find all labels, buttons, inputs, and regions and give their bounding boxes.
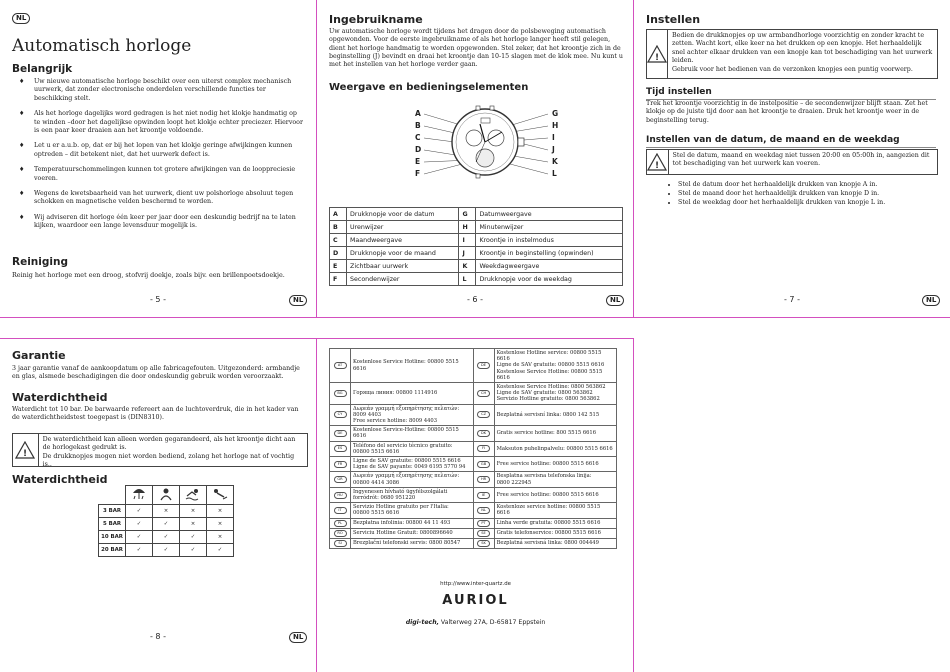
country-code-icon	[330, 404, 351, 426]
table-row	[99, 544, 234, 557]
brand-logo: AURIOL	[442, 593, 509, 608]
part-label: Drukknopje voor de weekdag	[476, 273, 623, 286]
check-icon: ✓	[126, 531, 153, 544]
hotline-text: Bezplatná servisná linka: 0800 004449	[494, 538, 616, 548]
address-brand: digi-tech,	[405, 619, 439, 626]
table-row	[330, 221, 623, 234]
check-icon: ✓	[126, 544, 153, 557]
language-badge: NL	[12, 13, 30, 24]
hotline-text: Gratis service hotline: 800 5515 6616	[494, 426, 616, 441]
part-key: F	[330, 273, 347, 286]
label-a: A	[415, 109, 421, 118]
heading-waterdicht: Waterdichtheid	[12, 391, 108, 404]
country-code-icon	[330, 528, 351, 538]
part-label: Urenwijzer	[347, 221, 459, 234]
check-icon: ✓	[126, 518, 153, 531]
warning-text: Bedien de drukknopjes op uw armbandhorloge voorzichtig en zonder kracht te zetten. Wacht kort, elke keer na het drukken op een knopje. Het herhaaldelijk snel achter elkaar drukken van een knopje kan tot beschadiging van het uurwerk leiden. Gebruik voor het bedienen van de verzonken knopjes een puntig voorwerp.	[672, 32, 933, 73]
step-item: • Stel de maand door het herhaaldelijk drukken van knopje D in.	[678, 189, 950, 198]
label-f: F	[415, 169, 421, 178]
part-key: C	[330, 234, 347, 247]
part-label: Secondenwijzer	[347, 273, 459, 286]
table-row	[330, 247, 623, 260]
bullet-item: ♦ Wegens de kwetsbaarheid van het uurwerk, dient uw polshorloge absoluut tegen schokken en magnetische velden beschermd te worden.	[0, 190, 305, 207]
address-line	[317, 619, 634, 626]
country-code: HU	[334, 492, 347, 499]
country-code-icon	[330, 383, 351, 405]
part-key: J	[459, 247, 476, 260]
part-key: E	[330, 260, 347, 273]
datum-warning-box	[646, 149, 938, 175]
part-key: D	[330, 247, 347, 260]
table-row	[330, 234, 623, 247]
garantie-text: 3 jaar garantie vanaf de aankoopdatum op alle fabricagefouten. Uitgezonderd: armbandje en glas, alsmede beschadigingen die door ondeskundig gebruik worden veroorzaakt.	[12, 365, 300, 381]
label-d: D	[415, 145, 422, 154]
part-label: Maandweergave	[347, 234, 459, 247]
hotline-text: Kostenlose Service Hotline: 00800 5515 6616	[351, 349, 474, 383]
parts-table	[329, 207, 623, 286]
table-row	[330, 472, 617, 487]
hotline-text: Kostenlose Hotline service: 00800 5515 6616 Ligne de SAV gratuite: 00800 5515 6616 Kostenlose Service Hotline: 00800 5515 6616	[494, 349, 616, 383]
warning-icon	[647, 30, 668, 78]
part-label: Datumweergave	[476, 208, 623, 221]
page-number: - 7 -	[784, 295, 800, 304]
part-label: Zichtbaar uurwerk	[347, 260, 459, 273]
table-row	[330, 383, 617, 405]
country-code: CZ	[477, 411, 490, 418]
water-resistance-table	[98, 485, 234, 557]
country-code: DK	[477, 430, 490, 437]
country-code-icon	[473, 538, 494, 548]
hotline-text: Δωρεάν γραμμή εξυπηρέτησης πελατών: 00800 4414 3086	[351, 472, 474, 487]
address-text: Valterweg 27A, D-65817 Eppstein	[440, 619, 546, 626]
country-code: BG	[334, 390, 347, 397]
heading-garantie: Garantie	[12, 349, 66, 362]
language-badge: NL	[606, 295, 624, 306]
table-row	[99, 505, 234, 518]
hotline-text: Kostenlose Service Hotline: 0800 563862 Ligne de SAV gratuite: 0800 563862 Servizio Hotline gratuito: 0800 563862	[494, 383, 616, 405]
country-code-icon	[330, 441, 351, 456]
belangrijk-list	[0, 78, 305, 238]
section-subtitle: Weergave en bedieningselementen	[329, 82, 529, 93]
page-7	[634, 0, 950, 318]
bar-label: 20 BAR	[99, 544, 126, 557]
watch-diagram	[412, 104, 562, 186]
hotline-text: Bezplatná servisní linka: 0800 142 515	[494, 404, 616, 426]
svg-text:!: !	[655, 161, 660, 171]
label-l: L	[552, 169, 557, 178]
bar-label: 5 BAR	[99, 518, 126, 531]
check-icon: ✓	[180, 544, 207, 557]
country-code-icon	[473, 487, 494, 502]
country-code-icon	[330, 518, 351, 528]
cross-icon: ×	[180, 505, 207, 518]
part-key: A	[330, 208, 347, 221]
country-code: IT	[334, 507, 347, 514]
hotline-text: Gratis telefonservice: 00800 5515 6616	[494, 528, 616, 538]
country-code: PT	[477, 520, 490, 527]
blank-cell	[99, 486, 126, 505]
back-page	[317, 338, 634, 672]
country-code: IE	[477, 492, 490, 499]
table-row	[330, 503, 617, 518]
country-code-icon	[473, 503, 494, 518]
table-row	[330, 518, 617, 528]
hotline-text: Servizio Hotline gratuito per l'Italia: 00800 5515 6616	[351, 503, 474, 518]
step-item: • Stel de weekdag door het herhaaldelijk drukken van knopje L in.	[678, 198, 950, 207]
svg-text:!: !	[23, 449, 28, 459]
intro-text: Uw automatische horloge wordt tijdens het dragen door de polsbeweging automatisch opgewonden. Voor de eerste ingebruikname of als het horloge langer heeft stil gelegen, dient het horloge handmatig te worden opgewonden. Stel zeker, dat het kroontje zich in de beginstelling (J) bevindt en draai het kroontje dan 10-15 slagen met de klok mee. Nu kunt u met het instellen van het horloge verder gaan.	[329, 28, 623, 69]
check-icon: ✓	[153, 531, 180, 544]
country-code-icon	[330, 426, 351, 441]
language-badge: NL	[289, 295, 307, 306]
country-code-icon	[330, 472, 351, 487]
tijd-text: Trek het kroontje voorzichtig in de instelpositie – de secondenwijzer blijft staan. Zet het klokje op de juiste tijd door aan het kroontje te draaien. Druk het kroontje weer in de beginstelling terug.	[646, 100, 928, 124]
bar-label: 3 BAR	[99, 505, 126, 518]
table-row	[99, 518, 234, 531]
table-row	[330, 260, 623, 273]
hotline-text: Ligne de SAV gratuite: 00800 5515 6616 Ligne de SAV payante: 0049 6195 5770 94	[351, 457, 474, 472]
country-code: CH	[477, 390, 490, 397]
hotline-text: Горяща линия: 00800 1114916	[351, 383, 474, 405]
warning-icon	[13, 434, 39, 466]
country-code-icon	[330, 538, 351, 548]
hotline-text: Δωρεάν γραμμή εξυπηρέτησης πελατών: 8009 4403 Free service hotline: 8009 4403	[351, 404, 474, 426]
bullet-item: ♦ Temperatuurschommelingen kunnen tot grotere afwijkingen van de looppreciesie voeren.	[0, 166, 305, 183]
page-title: Instellen	[646, 13, 701, 26]
language-badge: NL	[289, 632, 307, 643]
heading-reiniging: Reiniging	[12, 256, 68, 268]
part-key: B	[330, 221, 347, 234]
label-j: J	[552, 145, 555, 154]
cross-icon: ×	[153, 505, 180, 518]
step-item: • Stel de datum door het herhaaldelijk drukken van knopje A in.	[678, 180, 950, 189]
dive-icon	[207, 486, 234, 505]
table-row	[99, 531, 234, 544]
heading-tijd: Tijd instellen	[646, 87, 712, 97]
country-code-icon	[473, 518, 494, 528]
hotline-text: Teléfono del servicio técnico gratuito: 00800 5515 6616	[351, 441, 474, 456]
hotline-text: Linha verde gratuita: 00800 5515 6616	[494, 518, 616, 528]
swim-icon	[180, 486, 207, 505]
country-code-icon	[473, 457, 494, 472]
service-hotline-table	[329, 348, 617, 549]
divider	[646, 147, 936, 148]
country-code-icon	[473, 383, 494, 405]
check-icon: ✓	[180, 531, 207, 544]
country-code: SK	[477, 540, 490, 547]
label-i: I	[552, 133, 555, 142]
empty-area	[634, 318, 950, 672]
page-8	[0, 338, 317, 672]
part-label: Drukknopje voor de maand	[347, 247, 459, 260]
water-warning-text: De waterdichtheid kan alleen worden gegarandeerd, als het kroontje dicht aan de horlogekast gedrukt is. De drukknopjes mogen niet worden bediend, zolang het horloge nat of vochtig is..	[42, 436, 296, 469]
hotline-text: Free service hotline: 00800 5515 6616	[494, 487, 616, 502]
cross-icon: ×	[207, 531, 234, 544]
country-code: FI	[477, 445, 490, 452]
cross-icon: ×	[207, 505, 234, 518]
bar-label: 10 BAR	[99, 531, 126, 544]
part-key: I	[459, 234, 476, 247]
rain-icon	[126, 486, 153, 505]
bullet-item: ♦ Let u er a.u.b. op, dat er bij het lopen van het klokje geringe afwijkingen kunnen optreden – dit betekent niet, dat het uurwerk defect is.	[0, 142, 305, 159]
warning-icon	[647, 150, 669, 174]
water-warning-box	[12, 433, 308, 467]
waterdicht-text: Waterdicht tot 10 bar. De barwaarde refereert aan de luchtoverdruk, die in het kader van de waterdichtheidstest toegepast is (DIN8310).	[12, 406, 299, 422]
part-label: Kroontje in instelmodus	[476, 234, 623, 247]
label-k: K	[552, 157, 558, 166]
table-row	[330, 208, 623, 221]
part-key: K	[459, 260, 476, 273]
page-number: - 6 -	[467, 295, 483, 304]
hotline-text: Ingyenesen hívható ügyfélszolgálati forródrót: 0680 951220	[351, 487, 474, 502]
website-url[interactable]: http://www.inter-quartz.de	[440, 581, 511, 587]
country-code: SE	[477, 530, 490, 537]
country-code-icon	[473, 528, 494, 538]
page-number: - 5 -	[150, 295, 166, 304]
label-h: H	[552, 121, 559, 130]
hotline-text: Besplatna servisna telefonska linija: 0800 222945	[494, 472, 616, 487]
datum-warning-text: Stel de datum, maand en weekdag niet tussen 20:00 en 05:00h in, aangezien dit tot beschadiging van het uurwerk kan voeren.	[672, 152, 930, 168]
page-number: - 8 -	[150, 632, 166, 641]
part-label: Weekdagweergave	[476, 260, 623, 273]
check-icon: ✓	[153, 544, 180, 557]
country-code: GB	[477, 461, 490, 468]
country-code-icon	[330, 349, 351, 383]
country-code-icon	[330, 457, 351, 472]
country-code: PL	[334, 520, 347, 527]
country-code: FR	[334, 461, 347, 468]
table-row	[330, 487, 617, 502]
language-badge: NL	[922, 295, 940, 306]
hotline-text: Bezpłatna infolinia: 00800 44 11 493	[351, 518, 474, 528]
page-5	[0, 0, 317, 318]
hotline-text: Kostenloze service hotline: 00800 5515 6616	[494, 503, 616, 518]
label-g: G	[552, 109, 559, 118]
bullet-item: ♦ Wij adviseren dit horloge één keer per jaar door een deskundig bedrijf na te laten kijken, waardoor een lange levensduur mogelijk is.	[0, 214, 305, 231]
country-code: AT	[334, 362, 347, 369]
cross-icon: ×	[207, 518, 234, 531]
country-code-icon	[473, 404, 494, 426]
steps-list	[646, 180, 950, 207]
table-row	[330, 528, 617, 538]
label-c: C	[415, 133, 421, 142]
country-code: ES	[334, 445, 347, 452]
hotline-text: Kostenlose Service-Hotline: 00800 5515 6616	[351, 426, 474, 441]
watch-face	[452, 106, 524, 178]
part-label: Kroontje in beginstelling (opwinden)	[476, 247, 623, 260]
svg-text:!: !	[654, 53, 660, 63]
bullet-item: ♦ Als het horloge dagelijks word gedragen is het niet nodig het klokje handmatig op te winden –door het dagelijkse opwinden loopt het klokje echter preciezer. Hiervoor is een paar keer draaien aan het kroontje voldoende.	[0, 110, 305, 135]
cross-icon: ×	[180, 518, 207, 531]
table-row	[330, 441, 617, 456]
part-label: Minutenwijzer	[476, 221, 623, 234]
country-code: NL	[477, 507, 490, 514]
country-code-icon	[473, 426, 494, 441]
table-row	[330, 404, 617, 426]
country-code: RO	[334, 530, 347, 537]
warning-box	[646, 29, 938, 79]
part-key: H	[459, 221, 476, 234]
country-code: CY	[334, 411, 347, 418]
page-title: Ingebruikname	[329, 13, 423, 26]
country-code: DE	[334, 430, 347, 437]
table-row	[330, 457, 617, 472]
page-6	[317, 0, 634, 318]
country-code: HR	[477, 476, 490, 483]
hotline-text: Free service hotline: 00800 5515 6616	[494, 457, 616, 472]
wash-icon	[153, 486, 180, 505]
country-code-icon	[473, 349, 494, 383]
part-label: Drukknopje voor de datum	[347, 208, 459, 221]
heading-belangrijk: Belangrijk	[12, 63, 73, 75]
reiniging-text: Reinig het horloge met een droog, stofvrij doekje, zoals bijv. een brillenpoetsdoekje.	[12, 271, 285, 279]
hotline-text: Brezplačni telefonski servis: 0800 80547	[351, 538, 474, 548]
check-icon: ✓	[126, 505, 153, 518]
country-code-icon	[473, 472, 494, 487]
table-row	[330, 538, 617, 548]
hotline-text: Maksuton puhelinpalvelu: 00800 5515 6616	[494, 441, 616, 456]
country-code: SI	[334, 540, 347, 547]
table-row	[330, 349, 617, 383]
heading-waterdicht-2: Waterdichtheid	[12, 473, 108, 486]
page-title: Automatisch horloge	[12, 36, 192, 56]
part-key: L	[459, 273, 476, 286]
part-key: G	[459, 208, 476, 221]
heading-datum: Instellen van de datum, de maand en de weekdag	[646, 135, 900, 145]
bullet-item: ♦ Uw nieuwe automatische horloge beschikt over een uiterst complex mechanisch uurwerk, dat zonder electronische onderdelen verschillende functies ter beschikking stelt.	[0, 78, 305, 103]
country-code-icon	[330, 487, 351, 502]
table-row	[330, 273, 623, 286]
table-row	[330, 426, 617, 441]
check-icon: ✓	[153, 518, 180, 531]
label-b: B	[415, 121, 421, 130]
country-code: DE	[477, 362, 490, 369]
country-code-icon	[330, 503, 351, 518]
country-code-icon	[473, 441, 494, 456]
hotline-text: Serviciu Hotline Gratuit: 0800896640	[351, 528, 474, 538]
label-e: E	[415, 157, 421, 166]
check-icon: ✓	[207, 544, 234, 557]
country-code: GR	[334, 476, 347, 483]
